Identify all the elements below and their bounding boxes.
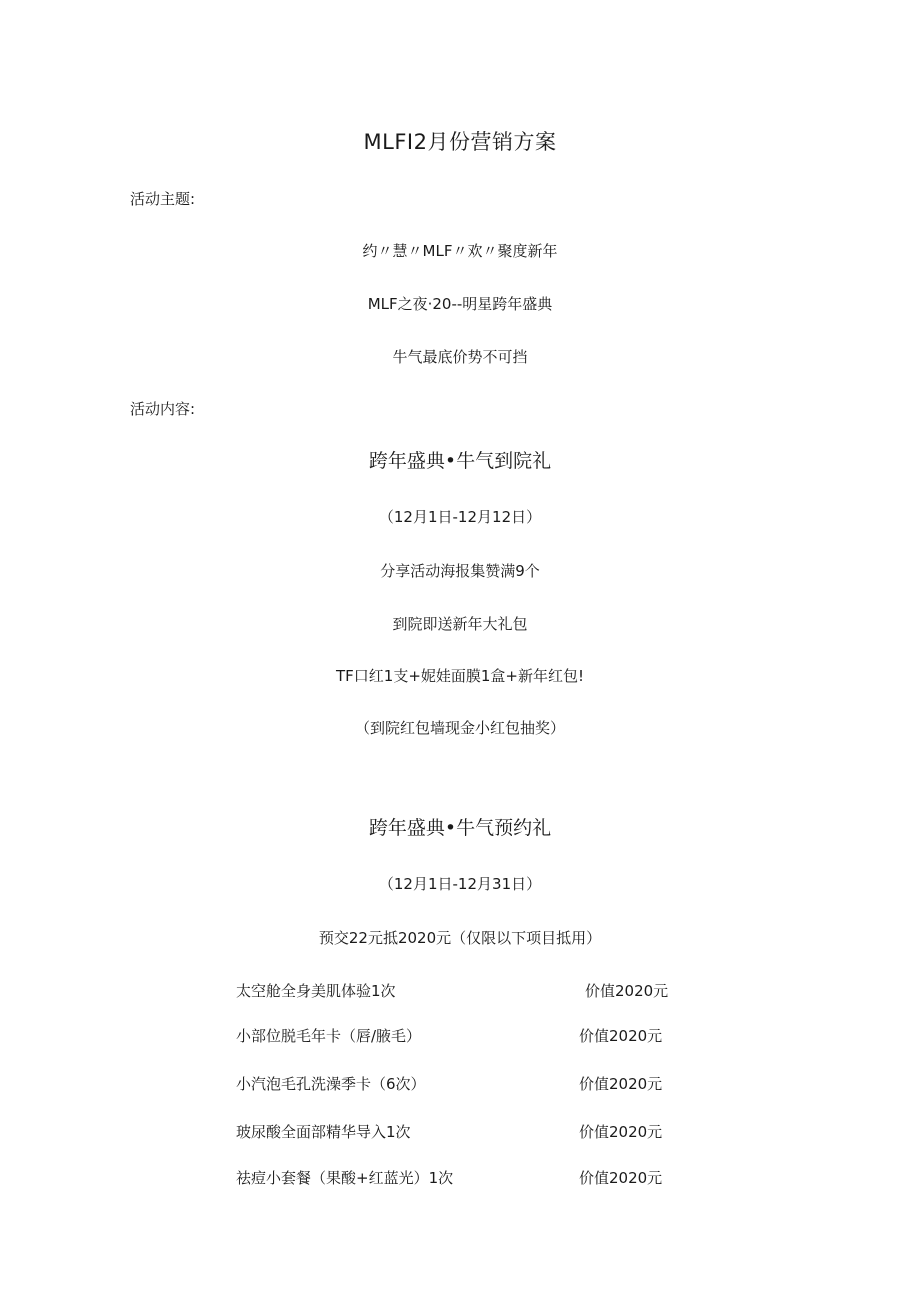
item-name-4: 玻尿酸全面部精华导入1次 xyxy=(236,1123,411,1141)
section1-date: （12月1日-12月12日） xyxy=(378,508,542,526)
section1-line-2: 到院即送新年大礼包 xyxy=(392,615,528,633)
theme-label: 活动主题: xyxy=(130,190,196,208)
section1-line-3: TF口红1支+妮娃面膜1盒+新年红包! xyxy=(335,667,585,685)
section1-line-1: 分享活动海报集赞满9个 xyxy=(380,562,540,580)
item-value-5: 价值2020元 xyxy=(579,1169,663,1187)
item-name-3: 小汽泡毛孔洗澡季卡（6次） xyxy=(236,1075,426,1093)
theme-line-1: 约〃慧〃MLF〃欢〃聚度新年 xyxy=(362,242,558,260)
section1-line-4: （到院红包墙现金小红包抽奖） xyxy=(354,719,565,737)
theme-line-3: 牛气最底价势不可挡 xyxy=(392,348,528,366)
section2-date: （12月1日-12月31日） xyxy=(378,875,542,893)
item-name-1: 太空舱全身美肌体验1次 xyxy=(236,982,396,1000)
item-name-5: 祛痘小套餐（果酸+红蓝光）1次 xyxy=(236,1169,454,1187)
item-value-4: 价值2020元 xyxy=(579,1123,663,1141)
item-value-3: 价值2020元 xyxy=(579,1075,663,1093)
document-title: MLFI2月份营销方案 xyxy=(363,130,557,154)
item-value-1: 价值2020元 xyxy=(585,982,669,1000)
theme-line-2: MLF之夜·20--明星跨年盛典 xyxy=(367,295,553,313)
section2-heading: 跨年盛典•牛气预约礼 xyxy=(368,817,552,839)
item-value-2: 价值2020元 xyxy=(579,1027,663,1045)
section1-heading: 跨年盛典•牛气到院礼 xyxy=(368,450,552,472)
section2-intro: 预交22元抵2020元（仅限以下项目抵用） xyxy=(318,929,602,947)
item-name-2: 小部位脱毛年卡（唇/腋毛） xyxy=(236,1027,422,1045)
content-label: 活动内容: xyxy=(130,400,196,418)
